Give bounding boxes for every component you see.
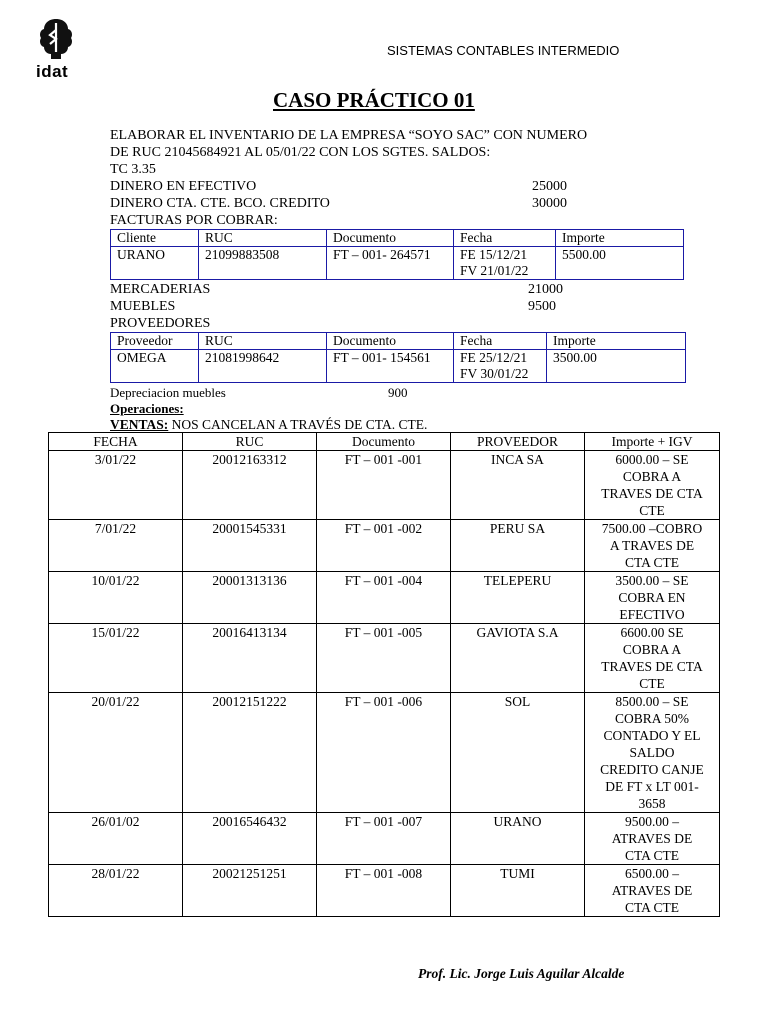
importe-line: EFECTIVO — [619, 607, 685, 622]
cell-documento: FT – 001 -008 — [317, 865, 451, 917]
col-header: Cliente — [111, 230, 199, 247]
ventas-line — [110, 417, 427, 433]
col-header: PROVEEDOR — [451, 433, 585, 451]
ventas-label: VENTAS: — [110, 417, 169, 432]
efectivo-label: DINERO EN EFECTIVO — [110, 179, 257, 194]
fecha-vencimiento: FV 30/01/22 — [460, 366, 529, 381]
idat-logo — [34, 18, 84, 82]
efectivo-value: 25000 — [532, 179, 567, 194]
table-row — [49, 693, 720, 813]
importe-line: 7500.00 –COBRO — [601, 521, 703, 536]
importe-line: COBRA EN — [618, 590, 686, 605]
cell-proveedor: URANO — [451, 813, 585, 865]
col-header: Importe — [547, 333, 686, 350]
muebles-value: 9500 — [528, 299, 556, 314]
table-row — [49, 520, 720, 572]
col-header: RUC — [199, 230, 327, 247]
fecha-emision: FE 25/12/21 — [460, 350, 528, 365]
sales-body — [49, 451, 720, 917]
cell-proveedor: SOL — [451, 693, 585, 813]
cell-importe — [585, 572, 720, 624]
cta-cte-label: DINERO CTA. CTE. BCO. CREDITO — [110, 196, 330, 211]
importe-line: 6600.00 SE — [620, 625, 684, 640]
cell-documento: FT – 001 -005 — [317, 624, 451, 693]
cell-documento: FT – 001 -001 — [317, 451, 451, 520]
intro-line-1: ELABORAR EL INVENTARIO DE LA EMPRESA “SOYO SAC” CON NUMERO — [110, 128, 588, 143]
cell-importe — [585, 624, 720, 693]
fecha-vencimiento: FV 21/01/22 — [460, 263, 529, 278]
cell-proveedor: TUMI — [451, 865, 585, 917]
logo-text: idat — [36, 62, 69, 81]
cell-fecha: 10/01/22 — [49, 572, 183, 624]
cell-fecha — [454, 350, 547, 383]
table-row — [111, 247, 684, 280]
cell-fecha: 26/01/02 — [49, 813, 183, 865]
cell-proveedor: OMEGA — [111, 350, 199, 383]
proveedores-label: PROVEEDORES — [110, 316, 211, 331]
cell-fecha — [454, 247, 556, 280]
importe-line: TRAVES DE CTA — [601, 486, 703, 501]
col-header: Documento — [327, 333, 454, 350]
cell-documento: FT – 001 -004 — [317, 572, 451, 624]
table-row — [49, 813, 720, 865]
depreciacion-value: 900 — [388, 385, 408, 400]
cell-importe — [585, 451, 720, 520]
cell-ruc: 21099883508 — [199, 247, 327, 280]
cell-ruc: 20001545331 — [183, 520, 317, 572]
cell-documento: FT – 001 -007 — [317, 813, 451, 865]
brain-icon — [38, 18, 74, 60]
cell-ruc: 20012151222 — [183, 693, 317, 813]
importe-line: 3658 — [638, 796, 666, 811]
course-name: SISTEMAS CONTABLES INTERMEDIO — [387, 43, 620, 58]
col-header: Fecha — [454, 230, 556, 247]
muebles-label: MUEBLES — [110, 299, 176, 314]
table-row — [49, 624, 720, 693]
cell-ruc: 20016546432 — [183, 813, 317, 865]
payables-table — [110, 332, 686, 383]
col-header: RUC — [199, 333, 327, 350]
col-header: Importe + IGV — [585, 433, 720, 451]
cell-ruc: 21081998642 — [199, 350, 327, 383]
exchange-rate: TC 3.35 — [110, 162, 156, 177]
cell-documento: FT – 001 -002 — [317, 520, 451, 572]
importe-line: CTA CTE — [624, 900, 680, 915]
cell-fecha: 28/01/22 — [49, 865, 183, 917]
importe-line: 9500.00 – — [625, 814, 679, 829]
cell-documento: FT – 001 -006 — [317, 693, 451, 813]
importe-line: CTA CTE — [624, 555, 680, 570]
cta-cte-value: 30000 — [532, 196, 567, 211]
cell-importe — [585, 693, 720, 813]
cell-proveedor: TELEPERU — [451, 572, 585, 624]
cell-documento: FT – 001- 264571 — [327, 247, 454, 280]
cell-importe — [585, 520, 720, 572]
importe-line: CTE — [639, 676, 665, 691]
mercaderias-value: 21000 — [528, 282, 563, 297]
importe-line: CREDITO CANJE — [600, 762, 704, 777]
receivables-table — [110, 229, 684, 280]
depreciacion-label: Depreciacion muebles — [110, 385, 226, 400]
importe-line: COBRA A — [622, 469, 682, 484]
importe-line: TRAVES DE CTA — [601, 659, 703, 674]
importe-line: COBRA A — [622, 642, 682, 657]
intro-line-2: DE RUC 21045684921 AL 05/01/22 CON LOS SGTES. SALDOS: — [110, 145, 491, 160]
cell-proveedor: PERU SA — [451, 520, 585, 572]
importe-line: CTE — [639, 503, 665, 518]
cell-fecha: 20/01/22 — [49, 693, 183, 813]
col-header: Proveedor — [111, 333, 199, 350]
cell-ruc: 20016413134 — [183, 624, 317, 693]
importe-line: 6000.00 – SE — [615, 452, 689, 467]
cell-ruc: 20021251251 — [183, 865, 317, 917]
importe-line: CONTADO Y EL — [603, 728, 701, 743]
importe-line: CTA CTE — [624, 848, 680, 863]
importe-line: DE FT x LT 001- — [605, 779, 699, 794]
col-header: FECHA — [49, 433, 183, 451]
sales-table — [48, 432, 720, 917]
signature: Prof. Lic. Jorge Luis Aguilar Alcalde — [418, 966, 625, 981]
sales-header-row — [49, 433, 720, 451]
cell-proveedor: GAVIOTA S.A — [451, 624, 585, 693]
cell-cliente: URANO — [111, 247, 199, 280]
importe-line: ATRAVES DE — [611, 831, 693, 846]
col-header: Documento — [327, 230, 454, 247]
fecha-emision: FE 15/12/21 — [460, 247, 528, 262]
importe-line: A TRAVES DE — [609, 538, 695, 553]
col-header: Fecha — [454, 333, 547, 350]
mercaderias-label: MERCADERIAS — [110, 282, 211, 297]
cell-importe — [585, 813, 720, 865]
importe-line: 6500.00 – — [625, 866, 679, 881]
cell-fecha: 15/01/22 — [49, 624, 183, 693]
facturas-label: FACTURAS POR COBRAR: — [110, 213, 278, 228]
table-row — [49, 865, 720, 917]
ventas-text: NOS CANCELAN A TRAVÉS DE CTA. CTE. — [171, 417, 428, 432]
cell-documento: FT – 001- 154561 — [327, 350, 454, 383]
importe-line: COBRA 50% — [615, 711, 689, 726]
col-header: RUC — [183, 433, 317, 451]
cell-importe — [585, 865, 720, 917]
cell-importe: 3500.00 — [547, 350, 686, 383]
cell-ruc: 20001313136 — [183, 572, 317, 624]
operaciones-heading: Operaciones: — [110, 401, 184, 416]
importe-line: ATRAVES DE — [611, 883, 693, 898]
col-header: Importe — [556, 230, 684, 247]
cell-proveedor: INCA SA — [451, 451, 585, 520]
cell-importe: 5500.00 — [556, 247, 684, 280]
importe-line: 3500.00 – SE — [615, 573, 689, 588]
cell-ruc: 20012163312 — [183, 451, 317, 520]
importe-line: SALDO — [629, 745, 675, 760]
col-header: Documento — [317, 433, 451, 451]
importe-line: 8500.00 – SE — [615, 694, 689, 709]
table-row — [49, 572, 720, 624]
cell-fecha: 3/01/22 — [49, 451, 183, 520]
table-row — [111, 350, 686, 383]
table-row — [49, 451, 720, 520]
cell-fecha: 7/01/22 — [49, 520, 183, 572]
page-title: CASO PRÁCTICO 01 — [273, 88, 475, 112]
